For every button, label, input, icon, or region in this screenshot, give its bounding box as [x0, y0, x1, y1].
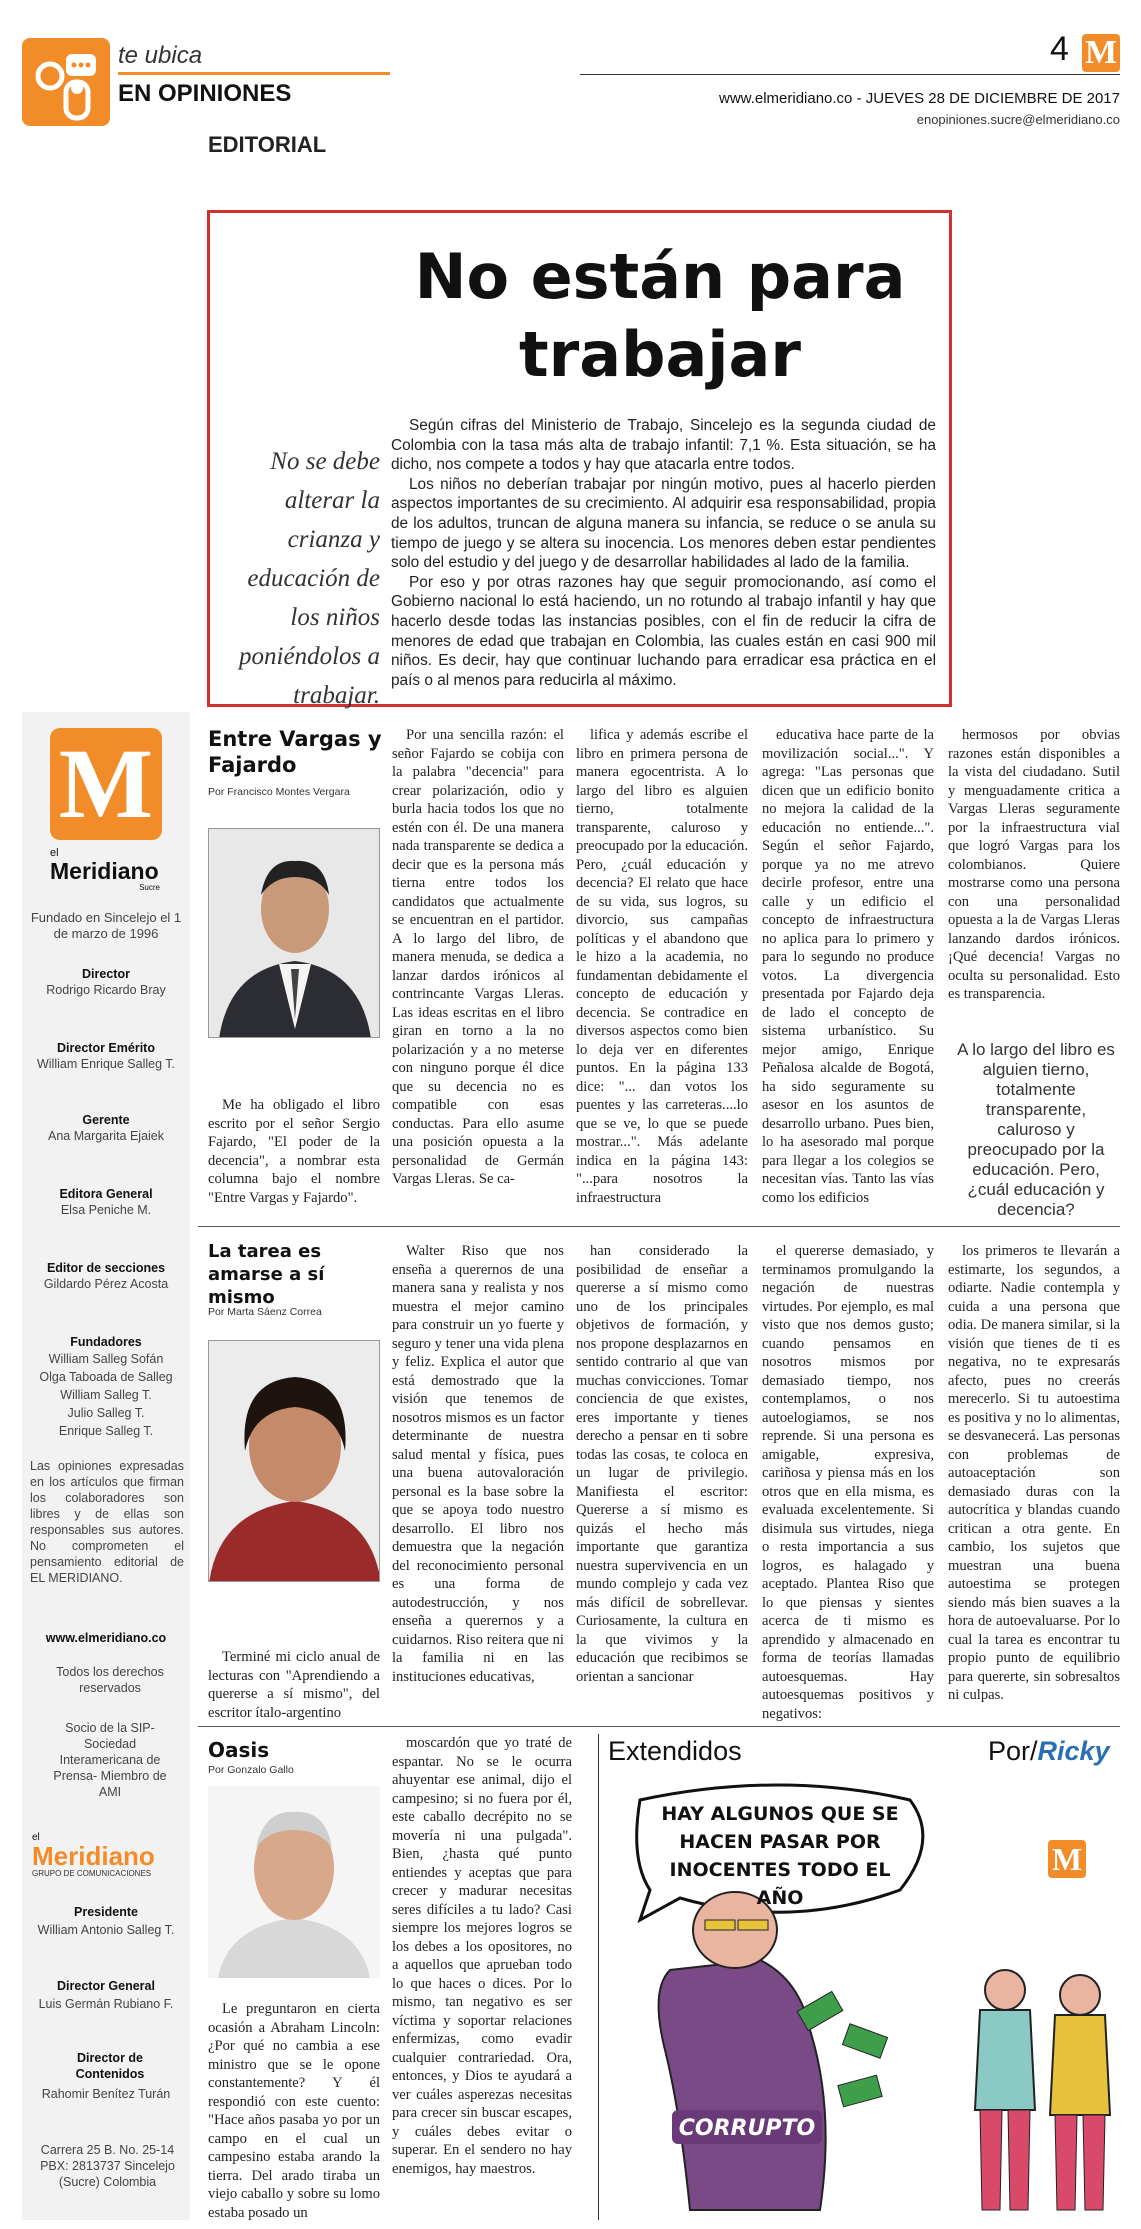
- article-byline: Por Marta Sáenz Correa: [208, 1306, 322, 1318]
- orange-divider: [118, 72, 390, 75]
- subsection-label: EDITORIAL: [208, 132, 327, 157]
- masthead-logo: M: [50, 728, 162, 840]
- article-pull-quote: A lo largo del libro es alguien tierno, totalmente transparente, caluroso y preocupado por la educación. Pero, ¿cuál educación y decencia?: [957, 1040, 1115, 1219]
- brand-logo: M: [1082, 34, 1120, 72]
- founder-name: Enrique Salleg T.: [58, 1424, 154, 1438]
- column-text: Le preguntaron en cierta ocasión a Abraham Lincoln: ¿Por qué no cambia a ese ministro que se le opone constantemente? Y él respondió con este cuento: "Hace años pasaba yo por un campo en el cual un campesino estaba arando la tierra. Del arado tiraba un viejo caballo y sobre su lomo estaba posado un: [208, 2001, 380, 2221]
- article-column: [948, 726, 1120, 1004]
- group-brand: [32, 1832, 182, 1878]
- staff-name: Rahomir Benítez Turán: [41, 2087, 171, 2101]
- site-date: www.elmeridiano.co - JUEVES 28 DE DICIEMBRE DE 2017: [719, 90, 1120, 107]
- masthead-brand: [50, 848, 170, 892]
- article-title: Entre Vargas y Fajardo: [208, 727, 382, 777]
- author-photo: [208, 1340, 380, 1582]
- column-text: lifica y además escribe el libro en primera persona de manera egocentrista. A lo largo del libro es alguien tierno, totalmente transparente, caluroso y preocupado por la educación. Pero, ¿cuál educación y decencia? El relato que hace de su vida, sus logros, su divorcio, sus campañas políticas y el abandono que le hizo a la academia, no fundamentan debidamente el concepto de educación y decencia. Se contradice en diversos aspectos como bien lo deja ver en diferentes puntos. En la página 133 dice: "... dan votos los puentes y las carreteras....lo que se ve, lo que se puede mostrar...". Más adelante indica en la página 143: "...para nosotros la infraestructura: [576, 727, 748, 1206]
- article-byline: Por Francisco Montes Vergara: [208, 786, 350, 798]
- article-column: [208, 1648, 380, 1722]
- group-brand-name: Meridiano: [32, 1841, 155, 1871]
- column-text: Me ha obligado el libro escrito por el señor Sergio Fajardo, "El poder de la decencia", a nombrar esta columna bajo el nombre "Entre Vargas y Fajardo".: [208, 1097, 380, 1206]
- article-column: [576, 726, 748, 1207]
- group-brand-sub: GRUPO DE COMUNICACIONES: [32, 1869, 152, 1878]
- staff-name: William Enrique Salleg T.: [36, 1057, 176, 1071]
- article-title: La tarea es amarse a sí mismo: [208, 1241, 325, 1308]
- column-text: el quererse demasiado, y terminamos promulgando la negación de nuestras virtudes. Por ejemplo, es mal visto que nos demos gusto; cuando pensamos en nosotros mismos por demasiado tiempo, nos contemplamos, o nos autoelogiamos, se nos reprende. Si una persona es amigable, expresiva, cariñosa y piensa más en los otros que en ella misma, es evaluada excelentemente. Si disimula sus virtudes, niega o resta importancia a sus logros, es halagado y aceptado. Plantea Riso que lo que piensas y sientes acerca de ti mismo es aprendido y almacenado en forma de teorías llamadas autoesquemas. Hay autoesquemas positivos y negativos:: [762, 1243, 934, 1722]
- author-photo: [208, 828, 380, 1038]
- section-divider: [198, 1726, 1120, 1727]
- staff-role: Director de Contenidos: [75, 2051, 145, 2081]
- address: Carrera 25 B. No. 25-14 PBX: 2813737 Sincelejo (Sucre) Colombia: [40, 2143, 175, 2189]
- article-byline: Por Gonzalo Gallo: [208, 1764, 294, 1776]
- section-logo: [22, 38, 110, 126]
- disclaimer: Las opiniones expresadas en los artículos que firman los colaboradores son libres y de ellas son responsables sus autores. No comprometen el pensamiento editorial de EL MERIDIANO.: [30, 1459, 184, 1585]
- staff-name: William Antonio Salleg T.: [37, 1923, 175, 1937]
- editorial-paragraph: Por eso y por otras razones hay que seguir promocionando, así como el Gobierno nacional lo está haciendo, un no rotundo al trabajo infantil y hay que hacerlo desde todas las instancias posibles, con el fin de reducir la cifra de menores de edad que trabajan en Colombia, las cuales están en casi 900 mil niños. Es decir, hay que continuar luchando para erradicar esa práctica en el país o al menos para reducirla al máximo.: [391, 573, 936, 689]
- rights-note: Todos los derechos reservados: [56, 1665, 164, 1695]
- column-text: Walter Riso que nos enseña a querernos de una manera sana y realista y nos muestra el mejor camino para construir un yo fuerte y seguro y tener una vida plena y feliz. Explica el autor que está demostrado que la visión que tenemos de nosotros mismos es un factor determinante de nuestra salud mental y física, pues una buena autovaloración personal es la base sobre la que se apoya todo nuestro desarrollo. El libro nos demuestra que la negación del reconocimiento personal es una forma de autodestrucción, y nos enseña a querernos y a cuidarnos. Riso reitera que ni la familia ni en las instituciones educativas,: [392, 1243, 564, 1685]
- editorial-title: No están para trabajar: [414, 240, 906, 391]
- founder-name: William Salleg Sofán: [48, 1352, 164, 1366]
- cartoon-author-name: Ricky: [1037, 1736, 1110, 1766]
- speech-bubble-text: HAY ALGUNOS QUE SE HACEN PASAR POR INOCENTES TODO EL AÑO: [661, 1803, 899, 1909]
- founder-name: Julio Salleg T.: [67, 1406, 145, 1420]
- article-column: [208, 2000, 380, 2222]
- founded-note: Fundado en Sincelejo el 1 de marzo de 1996: [30, 910, 182, 941]
- staff-name: Rodrigo Ricardo Bray: [46, 983, 166, 997]
- header-rule: [580, 74, 1120, 75]
- staff-role: Director: [82, 967, 130, 981]
- section-divider: [198, 1226, 1120, 1227]
- contact-email[interactable]: enopiniones.sucre@elmeridiano.co: [916, 112, 1120, 127]
- column-text: moscardón que yo traté de espantar. No se le ocurra ahuyentar ese animal, dijo el campesino; si no fuera por él, este caballo decrépito no se movería ni una pulgada". Bien, ¿hasta qué punto entiendes y aceptas que para crecer y madurar necesitas seres difíciles a tu lado? Casi siempre los mejores logros se los debes a los opositores, no a aquellos que aprueban todo lo que haces o dices. Por lo mismo, tan negativo es ser víctima y soportar relaciones enfermizas, como evadir cualquier contrariedad. Ora, entonces, y Dios te ayudará a ver cuáles asperezas necesitas para crecer sin buscar escapes, y cuáles debes evitar o superar. En el sendero no hay enemigos, hay maestros.: [392, 1735, 572, 2177]
- article-column: [948, 1242, 1120, 1705]
- editorial-pull-quote: No se debe alterar la crianza y educación de los niños poniéndolos a trabajar.: [239, 448, 380, 709]
- staff-role: Editor de secciones: [46, 1261, 166, 1275]
- column-text: hermosos por obvias razones están disponibles a la vista del ciudadano. Sutil y menguadamente critica a Vargas Lleras seguramente por la infraestructura vial que logró Vargas para los colombianos. Quiere mostrarse como una persona con una personalidad opuesta a la de Vargas Lleras lanzando dardos irónicos. ¡Qué decencia! Vargas no oculta su personalidad. Esto es transparencia.: [948, 727, 1120, 1002]
- staff-role: Presidente: [74, 1905, 138, 1919]
- founder-name: William Salleg T.: [60, 1388, 152, 1402]
- website-link[interactable]: www.elmeridiano.co: [45, 1631, 167, 1645]
- staff-role: Gerente: [82, 1113, 130, 1127]
- article-column: [392, 726, 564, 1189]
- cartoon-author-prefix: Por/: [988, 1736, 1038, 1766]
- staff-name: Elsa Peniche M.: [60, 1203, 152, 1217]
- people-chat-icon: [22, 38, 110, 126]
- article-title: Oasis: [208, 1738, 270, 1762]
- cartoon-panel: [610, 1780, 1120, 2220]
- column-text: educativa hace parte de la movilización social...". Y agrega: "Las personas que dicen que un edificio bonito no mejora la calidad de la educación no entiende...". Según el señor Fajardo, porque ya no me atrevo decirle profesor, entre una calle y un edificio el concepto de infraestructura no aplica para lo primero y para lo segundo no produce votos. La divergencia presentada por Fajardo deja de lado el concepto de sistema urbanístico. Su mejor amigo, Enrique Peñalosa alcalde de Bogotá, ha sido seguramente su asesor en los asuntos de desarrollo urbano. Pues bien, lo ha asesorado mal porque para llegar a los colegios se necesitan vías. Tanto las vías como los edificios: [762, 727, 934, 1206]
- cartoon-author: [988, 1736, 1110, 1767]
- staff-role: Director General: [57, 1979, 155, 1993]
- author-photo: [208, 1786, 380, 1978]
- column-text: Terminé mi ciclo anual de lecturas con "Aprendiendo a quererse a sí mismo", del escritor ítalo-argentino: [208, 1649, 380, 1721]
- page-number: 4: [1050, 30, 1069, 68]
- article-column: [762, 1242, 934, 1723]
- editorial-body: [391, 416, 936, 690]
- article-column: [762, 726, 934, 1207]
- cartoon-belt-label: CORRUPTO: [678, 2116, 816, 2141]
- staff-role: Editora General: [59, 1187, 153, 1201]
- brand-sub: Sucre: [139, 883, 160, 892]
- founder-name: Olga Taboada de Salleg: [39, 1370, 173, 1384]
- article-column: [392, 1734, 572, 2178]
- brand-name: Meridiano: [50, 858, 159, 884]
- brand-article: el: [50, 847, 59, 859]
- group-brand-article: el: [32, 1832, 40, 1843]
- membership-note: Socio de la SIP- Sociedad Interamericana de Prensa- Miembro de AMI: [53, 1721, 167, 1799]
- staff-name: Gildardo Pérez Acosta: [43, 1277, 169, 1291]
- founders-label: Fundadores: [70, 1335, 142, 1349]
- section-name: EN OPINIONES: [118, 80, 292, 107]
- staff-role: Director Emérito: [57, 1041, 155, 1055]
- editorial-paragraph: Según cifras del Ministerio de Trabajo, Sincelejo es la segunda ciudad de Colombia con la tasa más alta de trabajo infantil: 7,1 %. Esta situación, se ha dicho, nos compete a todos y hay que atacarla entre todos.: [391, 417, 936, 474]
- column-text: han considerado la posibilidad de enseñar a quererse a sí mismo como uno de los principales objetivos de formación, y nos propone desplazarnos en sentido contrario al que van muchas convicciones. Tomar conciencia de que existes, eres importante y tienes derecho a pensar en ti sobre todas las cosas, te coloca en un lugar de privilegio. Manifiesta el escritor: Quererse a sí mismo es quizás el hecho más importante que garantiza nuestra supervivencia en un mundo complejo y cada vez más difícil de sobrellevar. Curiosamente, la cultura en la que vivimos y la educación que recibimos se orientan a sancionar: [576, 1243, 748, 1685]
- column-text: Por una sencilla razón: el señor Fajardo se cobija con la palabra "decencia" para crear polarización, odio y burla hacia todos los que no estén con él. De una manera nada transparente se dedica a decir que es la persona más tierna entre todos los candidatos que actualmente se encuentran en el partidor. A lo largo del libro, de manera menuda, se dedica a lanzar dardos irónicos al contrincante Vargas Lleras. Las ideas escritas en el libro giran en torno a la no polarización y a no meterse con ninguno porque él dice que su decencia no es compatible con esas conductas. Para ello asume una posición opuesta a la personalidad de Germán Vargas Lleras. Se ca-: [392, 727, 564, 1187]
- cartoon-divider: [598, 1734, 599, 2220]
- section-label: te ubica: [118, 42, 203, 69]
- article-column: [208, 1096, 380, 1207]
- cartoon-title: Extendidos: [608, 1736, 742, 1766]
- article-column: [392, 1242, 564, 1686]
- cartoon-logo: M: [1051, 1841, 1083, 1877]
- staff-name: Luis Germán Rubiano F.: [38, 1997, 174, 2011]
- column-text: los primeros te llevarán a estimarte, los segundos, a odiarte. Nadie contempla y cuida a una persona que odia. De manera similar, si la visión que tienes de ti es negativa, no te expresarás afecto, pues no creerás merecerlo. Si tu autoestima es positiva y no lo alimentas, se desvanecerá. Las personas con problemas de autoaceptación son demasiado duras con la autocrítica y blandas cuando critican a otra gente. En cambio, los sujetos que muestran una buena autoestima se protegen siendo más bien suaves a la hora de autoevaluarse. Por lo cual la tarea es encontrar tu propio punto de equilibrio para quererte, sin sobresaltos ni culpas.: [948, 1243, 1120, 1703]
- article-column: [576, 1242, 748, 1686]
- editorial-paragraph: Los niños no deberían trabajar por ningún motivo, pues al hacerlo pierden aspectos importantes de su crecimiento. Al adquirir esa responsabilidad, propia de los adultos, truncan de alguna manera su infancia, se reduce o se anula su tiempo de juego y se altera su inocencia. Los menores deben estar pendientes solo del estudio y del juego y de desarrollar habilidades al lado de la familia.: [391, 475, 936, 572]
- staff-name: Ana Margarita Ejaiek: [47, 1129, 165, 1143]
